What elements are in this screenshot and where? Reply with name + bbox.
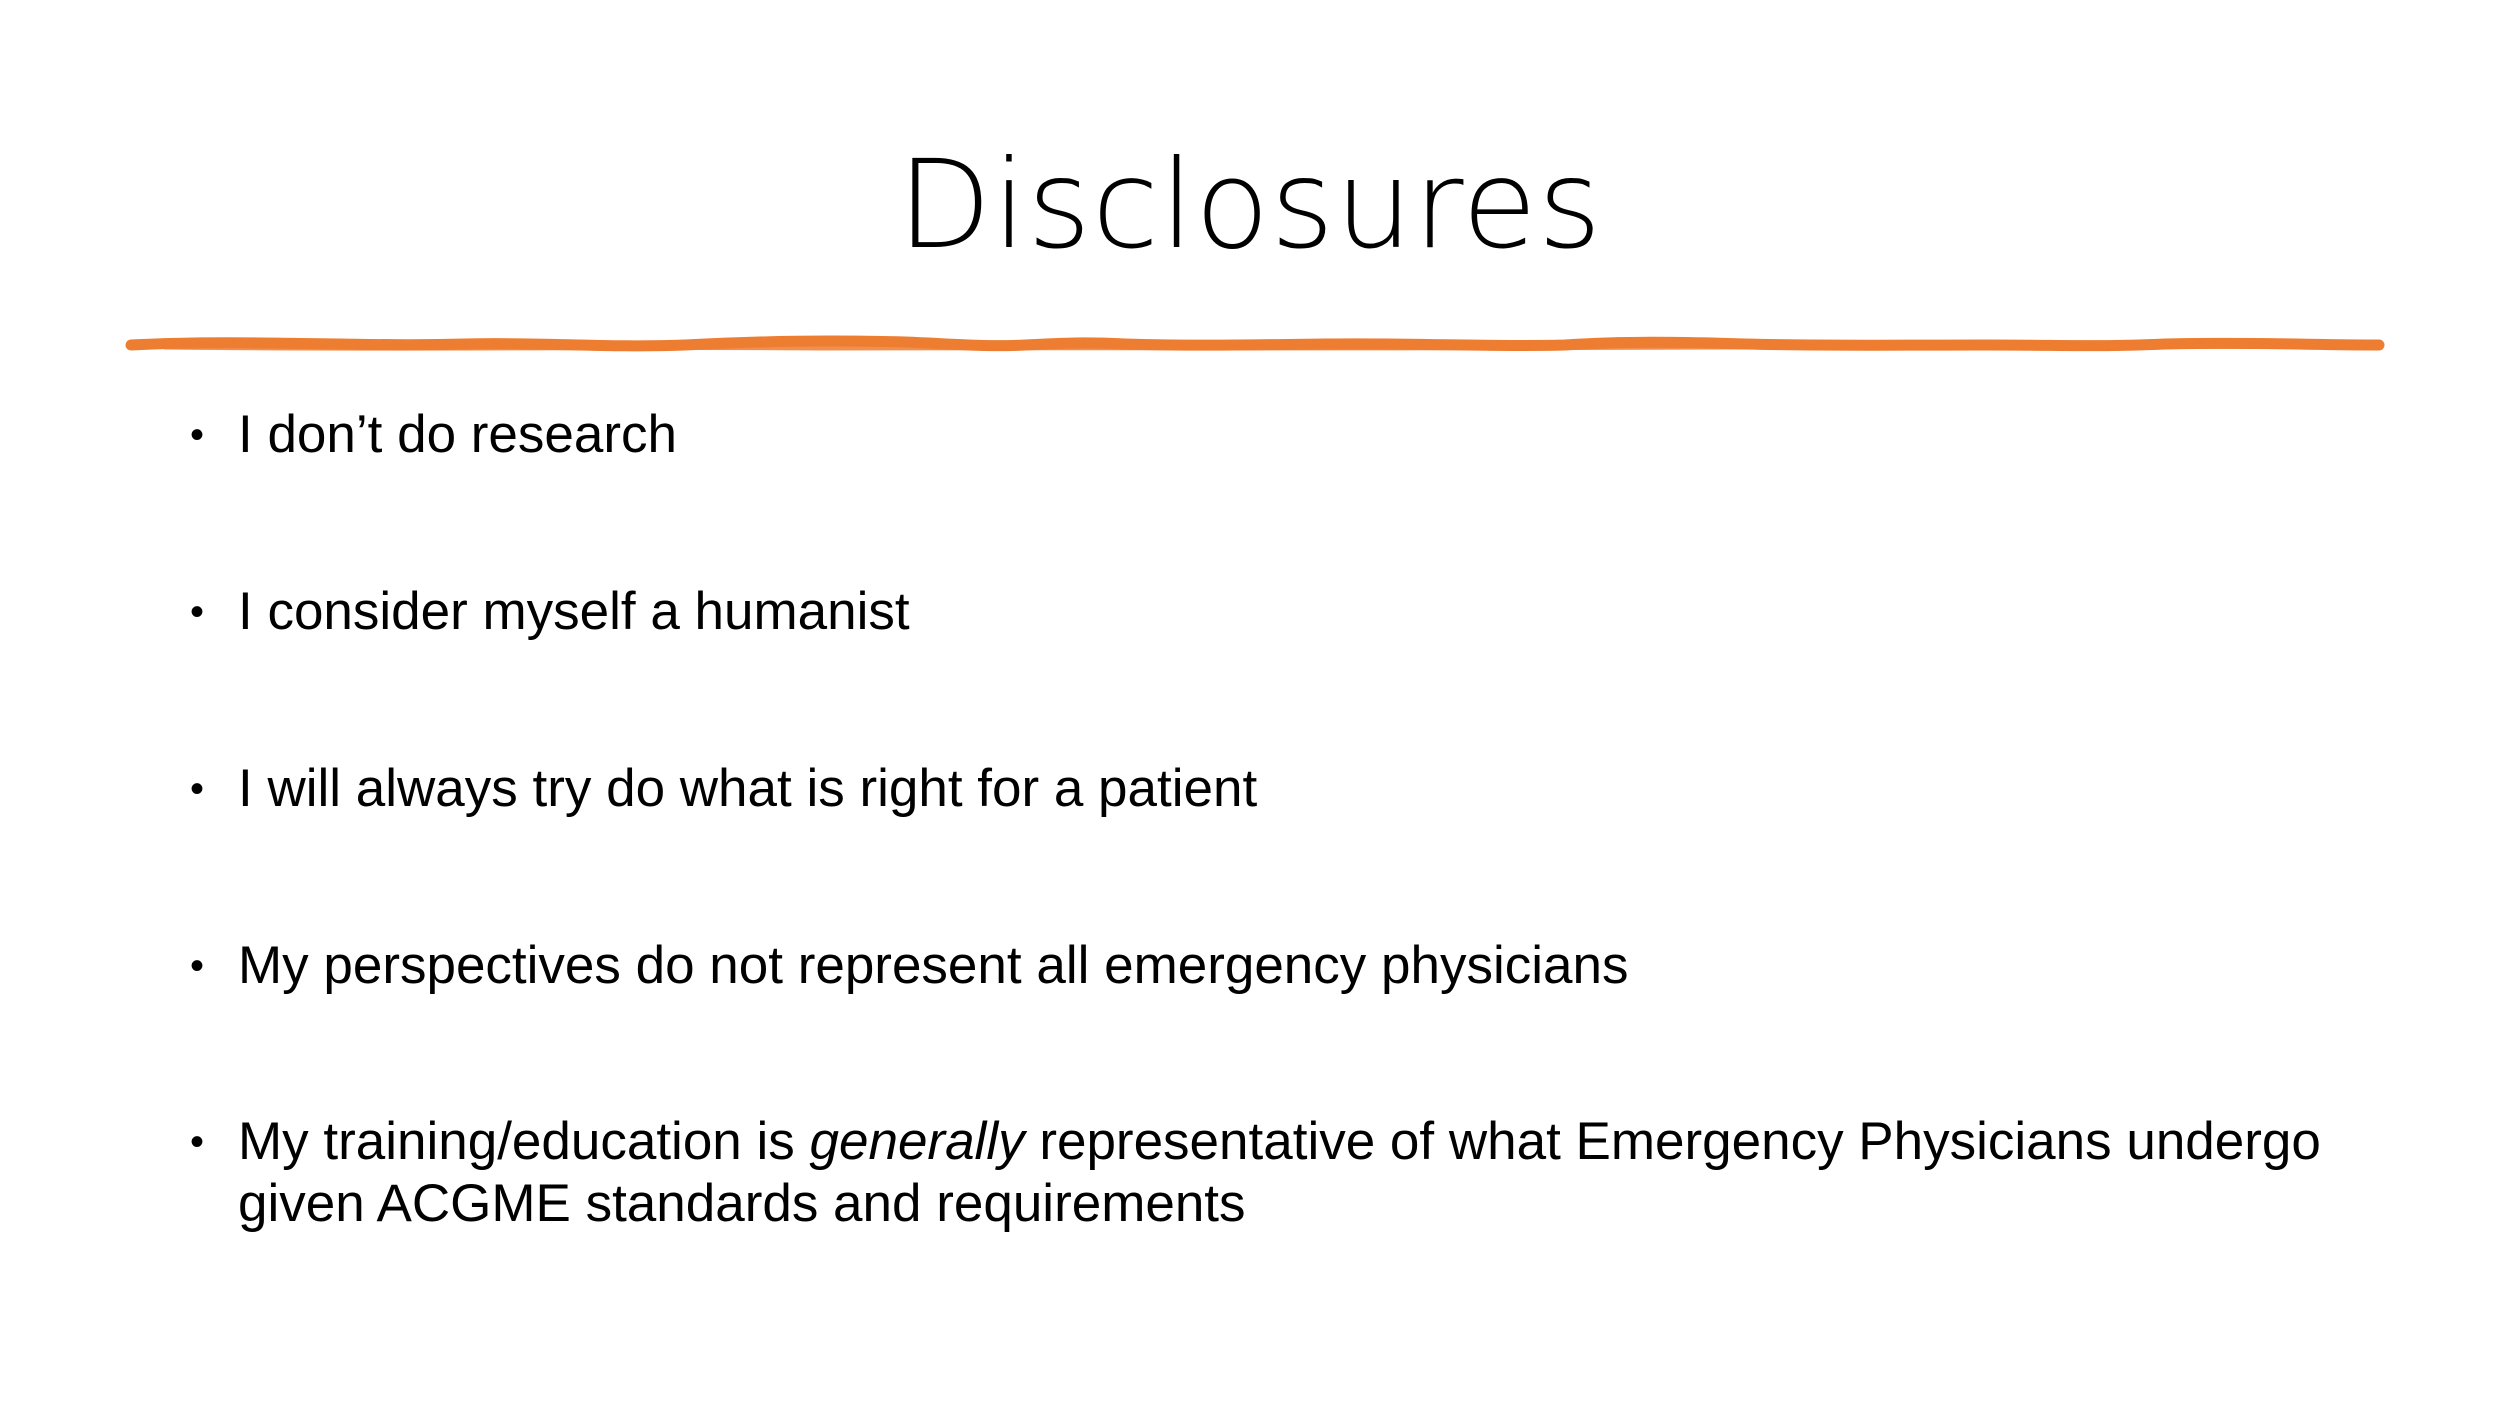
- bullet-dot: •: [190, 944, 205, 988]
- bullet-text: I don’t do research: [238, 405, 677, 464]
- slide-title: Disclosures: [897, 134, 1603, 276]
- bullet-text: [238, 1111, 2370, 1235]
- bullet-text-emphasis: generally: [809, 1112, 1025, 1171]
- bullet-item: [190, 581, 2370, 643]
- bullet-item: [190, 1111, 2370, 1235]
- bullet-dot: •: [190, 590, 205, 634]
- title-underline-brush-stroke: [125, 325, 2385, 365]
- bullet-text: I consider myself a humanist: [238, 582, 910, 641]
- bullet-item: [190, 404, 2370, 466]
- bullet-text-before: My training/education is: [238, 1112, 810, 1171]
- bullet-dot: •: [190, 767, 205, 811]
- bullet-dot: •: [190, 1120, 205, 1164]
- bullet-text: I will always try do what is right for a patient: [238, 759, 1258, 818]
- bullet-text-after: representative of what Emergency Physicians undergo given ACGME standards and requirements: [238, 1112, 2321, 1233]
- bullet-text: My perspectives do not represent all emergency physicians: [238, 936, 1629, 995]
- bullet-item: [190, 935, 2370, 997]
- bullet-item: [190, 758, 2370, 820]
- bullet-dot: •: [190, 413, 205, 457]
